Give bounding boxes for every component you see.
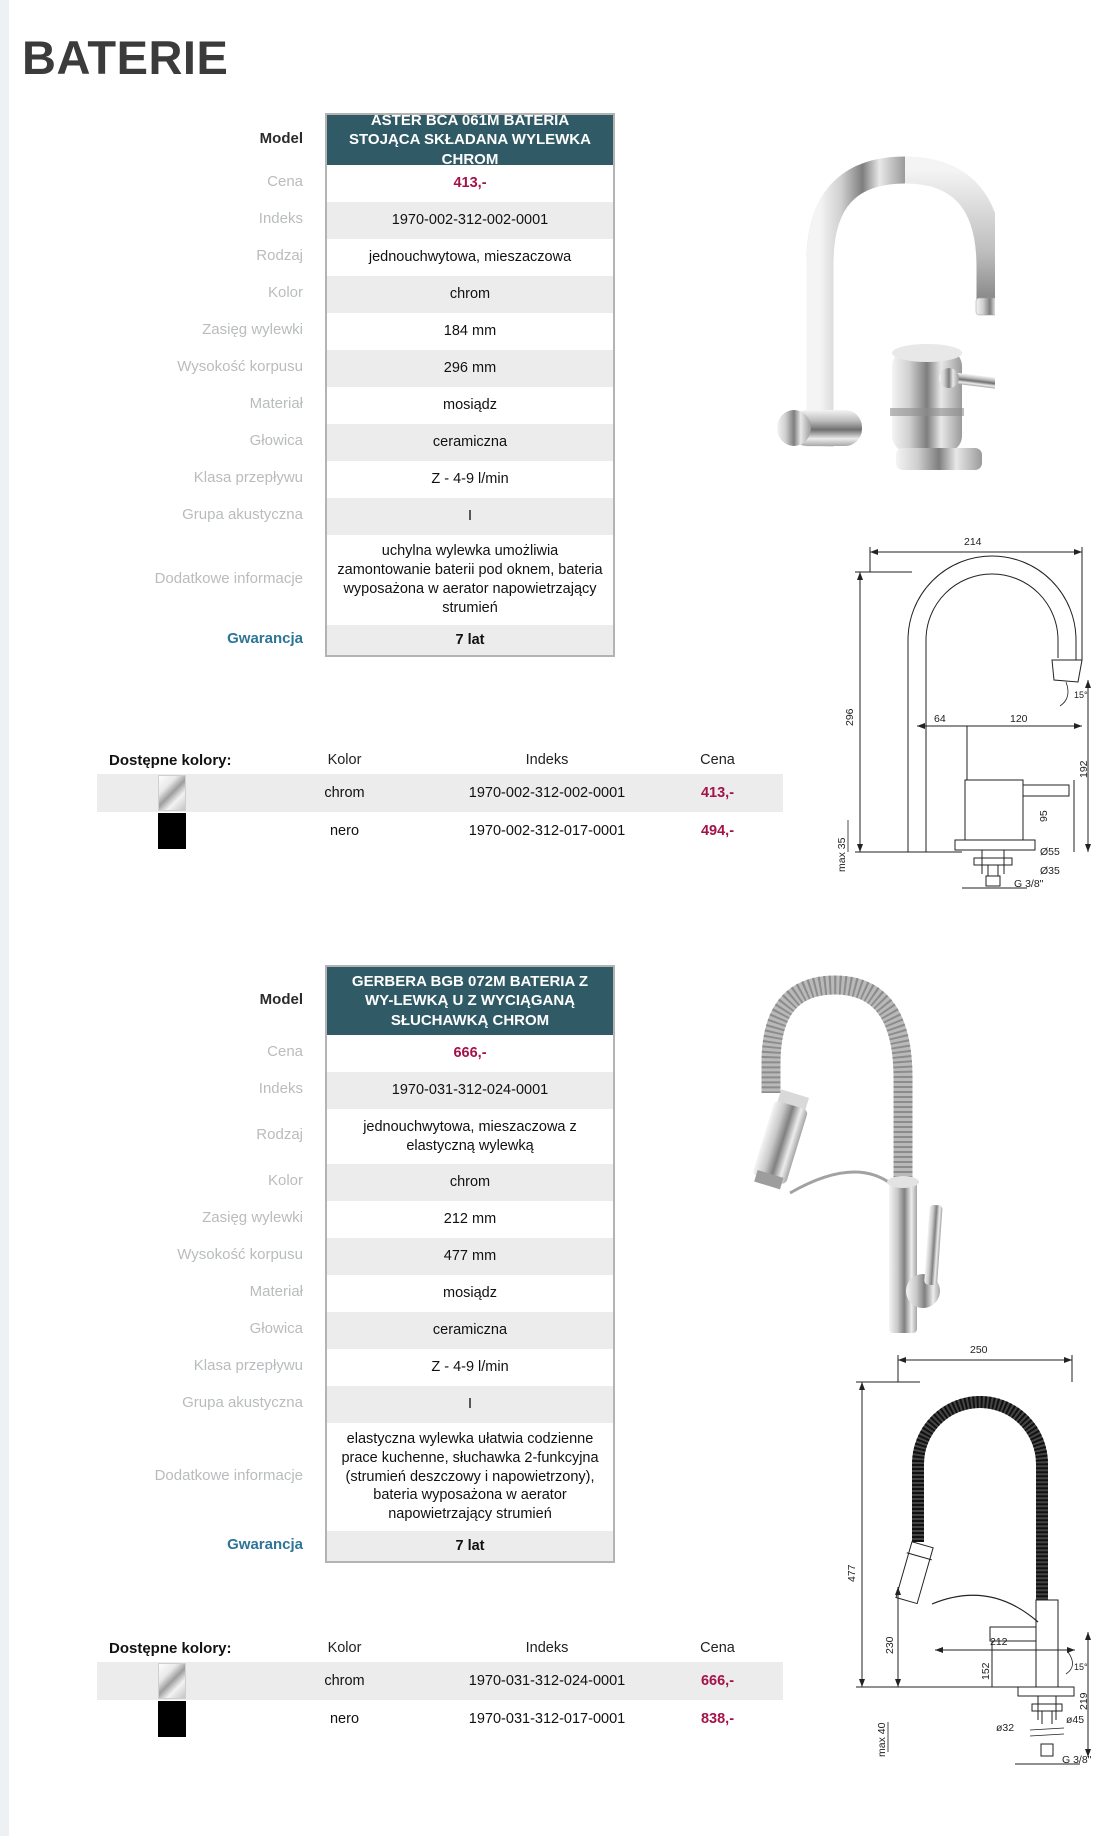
spec-label-kolor: Kolor <box>267 1172 303 1189</box>
spec-label-wysokosc: Wysokość korpusu <box>177 358 303 375</box>
drawing-1-dim-body: 95 <box>1038 810 1050 822</box>
product-1-index: 1970-002-312-002-0001 <box>327 202 613 239</box>
spec-label-indeks: Indeks <box>258 210 303 227</box>
colors-row-chrom <box>97 1662 783 1700</box>
product-2-warranty: 7 lat <box>327 1531 613 1561</box>
product-2-index: 1970-031-312-024-0001 <box>327 1072 613 1109</box>
product-2-model-header: GERBERA BGB 072M BATERIA Z WY-LEWKĄ U Z WYCIĄGANĄ SŁUCHAWKĄ CHROM <box>327 967 613 1035</box>
spec-label-rodzaj: Rodzaj <box>256 247 303 264</box>
product-2-head: ceramiczna <box>327 1312 613 1349</box>
product-1-acoustic-group: I <box>327 498 613 535</box>
color-swatch-nero <box>158 1701 186 1737</box>
product-2-spec-table <box>18 965 615 1563</box>
drawing-2-dim-d2: ø45 <box>1066 1714 1085 1726</box>
spec-label-wysokosc: Wysokość korpusu <box>177 1246 303 1263</box>
colors-header-indeks: Indeks <box>525 752 569 768</box>
color-name: chrom <box>324 1673 365 1689</box>
spec-label-cena: Cena <box>267 173 303 190</box>
product-2-flow-class: Z - 4-9 l/min <box>431 1359 509 1376</box>
drawing-1-dim-width: 214 <box>964 536 982 548</box>
drawing-2-dim-angle: 15° <box>1074 1662 1088 1672</box>
colors-header-indeks: Indeks <box>525 1640 569 1656</box>
colors-header-cena: Cena <box>700 752 735 768</box>
product-2-extra-info: elastyczna wylewka ułatwia codzienne prace kuchenne, słuchawka 2-funkcyjna (strumień deszczowy i napowietrzony), bateria wyposażona w aerator napowietrzający strumień <box>341 1430 599 1523</box>
page-title: BATERIE <box>22 31 229 84</box>
product-1-body-height: 296 mm <box>327 350 613 387</box>
drawing-2-dim-height: 477 <box>846 1564 858 1582</box>
product-1-colors-table <box>97 746 783 850</box>
product-1-head: ceramiczna <box>327 424 613 461</box>
color-swatch-chrom <box>158 1663 186 1699</box>
product-2-spout-reach: 212 mm <box>443 1211 497 1228</box>
drawing-1-dim-angle: 15° <box>1074 690 1088 700</box>
color-name: chrom <box>324 785 365 801</box>
drawing-2-dim-width: 250 <box>970 1344 988 1356</box>
color-index: 1970-031-312-024-0001 <box>468 1673 626 1689</box>
spec-label-model: Model <box>259 990 303 1008</box>
drawing-1-dim-thread: G 3/8" <box>1014 878 1044 890</box>
colors-table-title: Dostępne kolory: <box>109 1639 232 1657</box>
product-1-spout-reach: 184 mm <box>443 323 497 340</box>
spec-label-gwarancja: Gwarancja <box>227 1535 303 1553</box>
product-2-material: mosiądz <box>443 1285 497 1302</box>
drawing-1-dim-max: max 35 <box>836 837 848 872</box>
product-2-color: chrom <box>327 1164 613 1201</box>
product-1-extra-info: uchylna wylewka umożliwia zamontowanie baterii pod oknem, bateria wyposażona w aerator napowietrzający strumień <box>337 543 603 616</box>
drawing-1-dim-a: 64 <box>934 713 946 725</box>
drawing-1-dim-side: 192 <box>1078 760 1090 778</box>
colors-row-nero <box>97 1700 783 1738</box>
color-price: 666,- <box>700 1673 735 1689</box>
spec-label-grupa: Grupa akustyczna <box>182 506 303 523</box>
drawing-2-dim-side: 219 <box>1078 1692 1090 1710</box>
colors-header-cena: Cena <box>700 1640 735 1656</box>
spec-label-glowica: Głowica <box>249 432 303 449</box>
page-left-stripe <box>0 0 9 1836</box>
spec-label-model: Model <box>259 129 303 147</box>
product-1-material: mosiądz <box>443 397 497 414</box>
product-1-type: jednouchwytowa, mieszaczowa <box>368 249 572 266</box>
drawing-1-dim-b: 120 <box>1010 713 1028 725</box>
spec-label-cena: Cena <box>267 1043 303 1060</box>
spec-label-klasa: Klasa przepływu <box>193 469 303 486</box>
spec-label-zasieg: Zasięg wylewki <box>202 1209 303 1226</box>
spec-label-klasa: Klasa przepływu <box>193 1357 303 1374</box>
color-index: 1970-002-312-002-0001 <box>468 785 626 801</box>
spec-label-glowica: Głowica <box>249 1320 303 1337</box>
drawing-1-dim-height: 296 <box>844 708 856 726</box>
product-1-spec-table <box>18 113 615 657</box>
spec-label-gwarancja: Gwarancja <box>227 629 303 647</box>
spec-label-indeks: Indeks <box>258 1080 303 1097</box>
color-swatch-nero <box>158 813 186 849</box>
spec-label-rodzaj: Rodzaj <box>256 1126 303 1143</box>
color-price: 413,- <box>700 785 735 801</box>
color-swatch-chrom <box>158 775 186 811</box>
color-name: nero <box>329 1711 360 1727</box>
colors-header-kolor: Kolor <box>327 752 362 768</box>
spec-label-kolor: Kolor <box>267 284 303 301</box>
colors-row-chrom <box>97 774 783 812</box>
product-2-type: jednouchwytowa, mieszaczowa z elastyczną wylewką <box>363 1118 577 1154</box>
drawing-2-dim-inner: 230 <box>884 1636 896 1654</box>
color-price: 494,- <box>700 823 735 839</box>
drawing-2-dim-reach: 212 <box>990 1636 1008 1648</box>
drawing-2-dim-thread: G 3/8" <box>1062 1754 1092 1766</box>
spec-label-material: Materiał <box>249 395 303 412</box>
product-2-spec-labels <box>18 965 325 1563</box>
colors-table-title: Dostępne kolory: <box>109 751 232 769</box>
drawing-2-dim-max: max 40 <box>876 1722 888 1757</box>
color-index: 1970-002-312-017-0001 <box>468 823 626 839</box>
product-2-photo <box>693 893 998 1338</box>
product-2-spec-values <box>325 965 615 1563</box>
spec-label-dodatkowe: Dodatkowe informacje <box>154 569 303 587</box>
spec-label-material: Materiał <box>249 1283 303 1300</box>
drawing-2-dim-d1: ø32 <box>996 1722 1015 1734</box>
drawing-1-dim-d2: Ø35 <box>1040 865 1060 877</box>
product-1-warranty: 7 lat <box>327 625 613 655</box>
product-1-model-header: ASTER BCA 061M BATERIA STOJĄCA SKŁADANA WYLEWKA CHROM <box>327 115 613 165</box>
color-index: 1970-031-312-017-0001 <box>468 1711 626 1727</box>
drawing-1-dim-d1: Ø55 <box>1040 846 1060 858</box>
product-1-photo <box>750 112 995 474</box>
spec-label-grupa: Grupa akustyczna <box>182 1394 303 1411</box>
product-1-price: 413,- <box>453 175 487 192</box>
color-price: 838,- <box>700 1711 735 1727</box>
drawing-2-dim-body: 152 <box>980 1662 992 1680</box>
colors-table-header <box>97 1634 783 1662</box>
product-1-flow-class: Z - 4-9 l/min <box>431 471 509 488</box>
product-2-technical-drawing <box>840 1332 1096 1787</box>
product-1-spec-values <box>325 113 615 657</box>
product-2-acoustic-group: I <box>327 1386 613 1423</box>
product-1-color: chrom <box>327 276 613 313</box>
spec-label-zasieg: Zasięg wylewki <box>202 321 303 338</box>
color-name: nero <box>329 823 360 839</box>
product-1-technical-drawing <box>836 530 1096 892</box>
colors-header-kolor: Kolor <box>327 1640 362 1656</box>
colors-row-nero <box>97 812 783 850</box>
product-2-body-height: 477 mm <box>327 1238 613 1275</box>
product-2-price: 666,- <box>453 1045 487 1062</box>
product-2-colors-table <box>97 1634 783 1738</box>
spec-label-dodatkowe: Dodatkowe informacje <box>154 1466 303 1484</box>
product-1-spec-labels <box>18 113 325 657</box>
colors-table-header <box>97 746 783 774</box>
